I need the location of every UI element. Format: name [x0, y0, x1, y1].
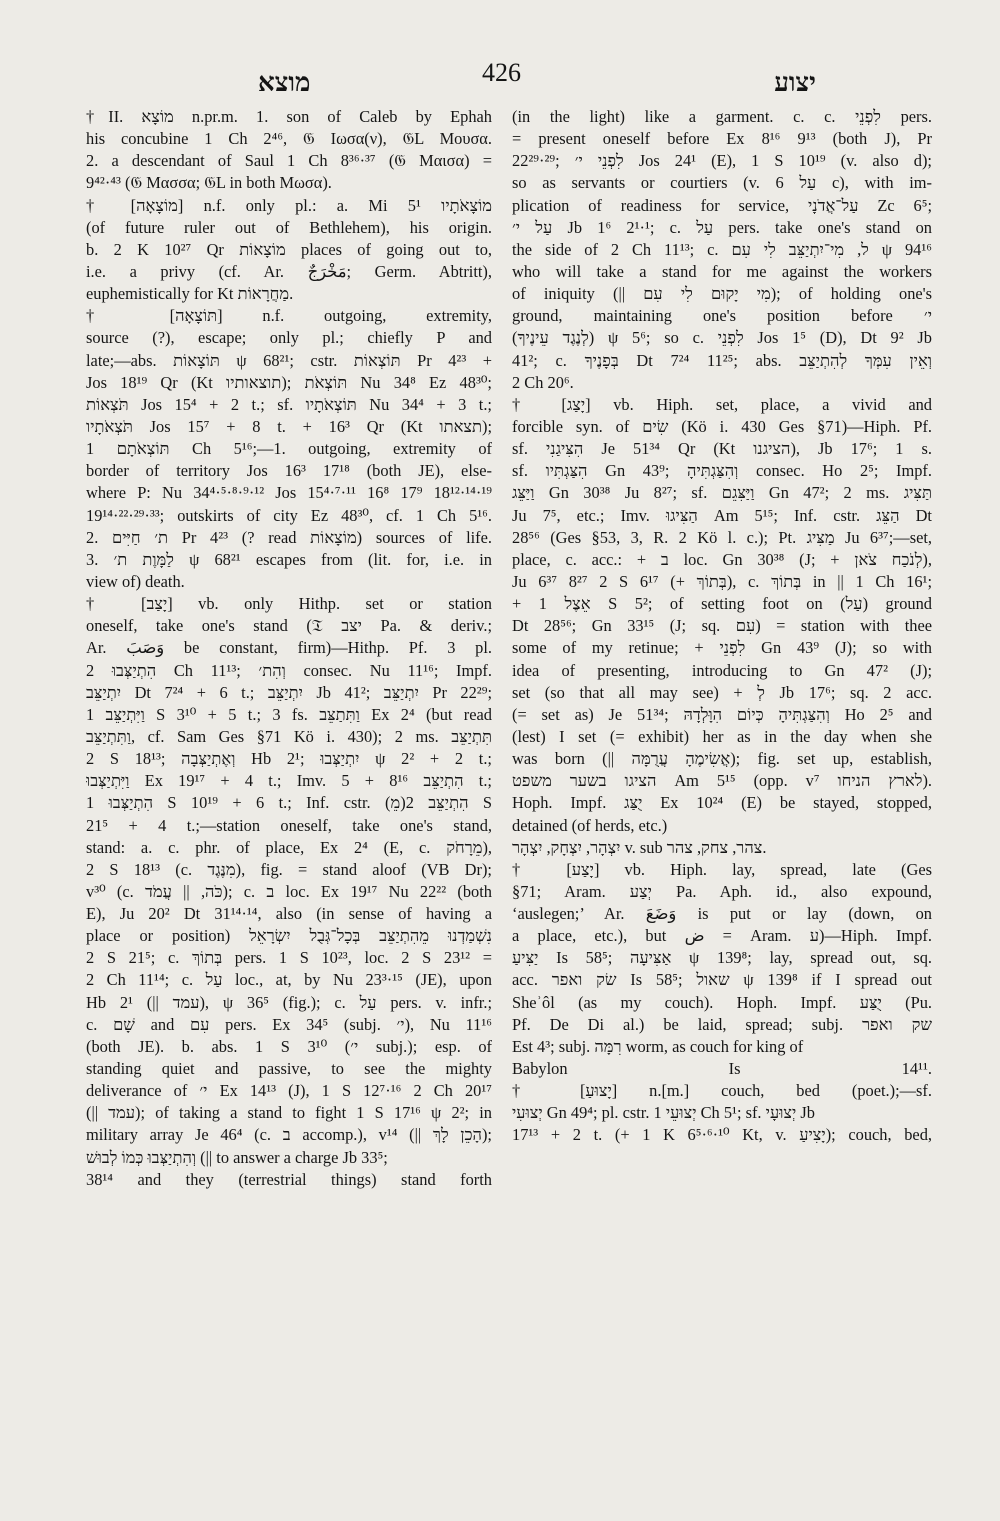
text-line: הִתְיַצְּבוּ 1 S 10¹⁹ + 6 t.; Inf. cstr. (מֵ)הִתְיַצֵּב 2 S: [86, 793, 492, 813]
text-line: sf. הִצִּיגַנִי Je 51³⁴ Qr (Kt הציגנו), Jb 17⁶; 1 s.: [512, 439, 932, 459]
text-line: † [יָצַב] vb. only Hithp. set or station: [86, 594, 492, 614]
text-line: his concubine 1 Ch 2⁴⁶, 𝔊 Ιωσα(ν), 𝔊L Μουσα.: [86, 129, 492, 149]
text-line: Babylon Is 14¹¹.: [512, 1059, 932, 1079]
right-column: [512, 106, 932, 1147]
text-line: Pf. De Di al.) be laid, spread; subj. שק ואפר: [512, 1014, 932, 1034]
text-line: source (?), escape; only pl.; chiefly P and: [86, 328, 492, 348]
text-line: וְהִתְיַצְּבוּ כְּמוֹ לְבוּשׁ (|| to answer a charge Jb 33⁵;: [86, 1147, 388, 1167]
text-line: 3. לַמָּוֶת ת׳ ψ 68²¹ escapes from (lit. for, i.e. in: [86, 549, 492, 569]
text-line: וַיַּצֵּג Gn 30³⁸ Ju 8²⁷; sf. וַיַּצִּגֵם Gn 47²; 2 ms. תַּצִּיג: [512, 483, 932, 503]
text-line: הציגו בשער משפט Am 5¹⁵ (opp. v⁷ לארץ הניחו).: [512, 771, 932, 791]
running-head: [86, 58, 926, 98]
text-line: †II. מוֹצָא n.pr.m. 1. son of Caleb by Ephah: [86, 107, 492, 126]
text-line: יְצוּעִי Gn 49⁴; pl. cstr. יְצוּעֵי 1 Ch 5¹; sf. יְצוּעָי Jb: [512, 1103, 815, 1123]
text-line: place, c. acc.: + ב loc. Gn 30³⁸ (J; + לְנֹכַח צֹאן),: [512, 549, 932, 569]
text-line: who will take a stand for me against the workers: [512, 261, 932, 281]
text-line: 19¹⁴·²²·²⁹·³³; outskirts of city Ez 48³⁰, cf. 1 Ch 5¹⁶.: [86, 505, 492, 525]
text-line: † [יָצוּעַ] n.[m.] couch, bed (poet.);—sf.: [512, 1081, 932, 1101]
text-line: תֹּצְאוֹת Jos 15⁴ + 2 t.; sf. תּוֹצְאֹתָיו Nu 34⁴ + 3 t.;: [86, 394, 492, 414]
text-line: 2 Ch 20⁶.: [512, 372, 574, 392]
text-line: הִתְיַצְּבוּ 2 Ch 11¹³; וְהִת׳ consec. Nu 11¹⁶; Impf.: [86, 660, 492, 680]
text-line: עַל י׳ Jb 1⁶ 2¹·¹; c. עַל pers. take one's stand on: [512, 217, 932, 237]
text-line: of iniquity (|| מִי יָקוּם לִי עִם); of holding one's: [512, 284, 932, 304]
text-line: ‘auslegen;’ Ar. وَضَعَ is put or lay (down, on: [512, 904, 932, 924]
text-line: stand: a. c. phr. of place, Ex 2⁴ (E, c. מֵרָחֹק),: [86, 837, 492, 857]
text-line: c. שָׁם and עִם pers. Ex 34⁵ (subj. י׳), Nu 11¹⁶: [86, 1014, 492, 1034]
text-line: † [יָצַג] vb. Hiph. set, place, a vivid and: [512, 394, 932, 414]
text-line: † [יָצַע] vb. Hiph. lay, spread, late (Ges: [512, 859, 932, 879]
text-line: detained (of herds, etc.): [512, 815, 668, 835]
text-line: where P: Nu 34⁴·⁵·⁸·⁹·¹² Jos 15⁴·⁷·¹¹ 16⁸ 17⁹ 18¹²·¹⁴·¹⁹: [86, 483, 492, 503]
text-line: v³⁰ (c. כֹּה, || עֲמֹד); c. ב loc. Ex 19¹⁷ Nu 22²² (both: [86, 881, 492, 901]
text-line: 17¹³ + 2 t. (+ 1 K 6⁵·⁶·¹⁰ Kt, v. יָצִיעַ); couch, bed,: [512, 1125, 932, 1145]
text-line: set (so that all may see) + לְ Jb 17⁶; sq. 2 acc.: [512, 682, 932, 702]
text-line: Jos 18¹⁹ Qr (Kt תוצאותיו); תּוֹצְאֹת Nu 34⁸ Ez 48³⁰;: [86, 372, 492, 392]
text-line: i.e. a privy (cf. Ar. مَخْرَجٌ; Germ. Abtritt),: [86, 261, 492, 281]
text-line: ground, maintaining one's position before י׳: [512, 306, 932, 326]
text-line: יִתְיַצֵּב Dt 7²⁴ + 6 t.; יִתְיַצֵּב Jb 41²; יִתְיַצֵּב Pr 22²⁹;: [86, 682, 492, 702]
text-line: §71; Aram. יְצַע Pa. Aph. id., also expound,: [512, 881, 932, 901]
text-line: וַיִּתְיַצְּבוּ Ex 19¹⁷ + 4 t.; Imv. הִתְיַצֵּב 8¹⁶ + 5 t.;: [86, 771, 492, 791]
text-line: 2. a descendant of Saul 1 Ch 8³⁶·³⁷ (𝔊 Μαισα) =: [86, 151, 492, 171]
text-line: forcible syn. of שִׂים (Kö i. 430 Ges §71)—Hiph. Pf.: [512, 416, 932, 436]
text-line: (both JE). b. abs. 1 S 3¹⁰ (י׳ subj.); esp. of: [86, 1036, 492, 1056]
text-line: the side of 2 Ch 11¹³; c. ל, מִי־יִתְיַצֵּב לִי עִם ψ 94¹⁶: [512, 239, 932, 259]
text-line: † [תּוֹצָאָה] n.f. outgoing, extremity,: [86, 306, 492, 326]
text-line: a place, etc.), but ض = Aram. ע)—Hiph. Impf.: [512, 926, 932, 946]
text-line: was born (|| אֲשִׂימֶהָ עֲרֻמָּה); fig. set up, establish,: [512, 749, 932, 769]
text-line: יַצִּיעַ Is 58⁵; אַצִּיעָה ψ 139⁸; lay, spread out, sq.: [512, 948, 932, 968]
text-line: plication of readiness for service, עַל־אֲדֹנָי Zc 6⁵;: [512, 195, 932, 215]
text-line: some of my retinue; + לִפְנֵי Gn 43⁹ (J); so with: [512, 638, 932, 658]
text-line: (of future ruler out of Bethlehem), his origin.: [86, 217, 492, 237]
text-line: 38¹⁴ and they (terrestrial things) stand forth: [86, 1169, 492, 1189]
text-line: יִצְהָר, יִצְחָק, יִצְהָר v. sub צהר, צחק, צהר.: [512, 837, 767, 857]
text-line: Sheʾôl (as my couch). Hoph. Impf. יֻצַּע (Pu.: [512, 992, 932, 1012]
text-line: + אֵצֶל 1 S 5²; of setting foot on (עַל) ground: [512, 594, 932, 614]
text-line: standing quiet and passive, to see the mighty: [86, 1059, 492, 1079]
text-line: Ju 6³⁷ 8²⁷ 2 S 6¹⁷ (+ בְּתוֹךְ), c. בְּתוֹךְ in || 1 Ch 16¹;: [512, 571, 932, 591]
text-line: 2 S 18¹³; וְאֶתְיַצְּבָה Hb 2¹; יִתְיַצְּבוּ ψ 2² + 2 t.;: [86, 749, 492, 769]
text-line: deliverance of י׳ Ex 14¹³ (J), 1 S 12⁷·¹⁶ 2 Ch 20¹⁷: [86, 1081, 492, 1101]
text-line: Ju 7⁵, etc.; Imv. הַצִּיגוּ Am 5¹⁵; Inf. cstr. הַצֵּג Dt: [512, 505, 932, 525]
text-line: b. 2 K 10²⁷ Qr מוֹצָאוֹת places of going out to,: [86, 239, 492, 259]
left-column: [86, 106, 492, 1191]
text-line: (|| עמד); of taking a stand to fight 1 S 17¹⁶ ψ 2²; in: [86, 1103, 492, 1123]
text-line: E), Ju 20² Dt 31¹⁴·¹⁴, also (in sense of having a: [86, 904, 492, 924]
text-line: (= set as) Je 51³⁴; וְהִצַּגְתִּיהָ כְּיוֹם הִוָּלְדָהּ Ho 2⁵ and: [512, 704, 932, 724]
running-head-left: מוצא: [258, 68, 311, 97]
text-line: וַתִּתְיַצֵּב, cf. Sam Ges §71 Kö i. 430); 2 ms. תִּתְיַצֵּב: [86, 726, 492, 746]
text-line: military array Je 46⁴ (c. ב accomp.), v¹⁴ (|| הָכֵן לָךְ);: [86, 1125, 492, 1145]
text-line: Ar. وَصَبَ be constant, firm)—Hithp. Pf. 3 pl.: [86, 638, 492, 658]
text-line: (in the light) like a garment. c. c. לִפְנֵי pers.: [512, 107, 932, 126]
running-head-right: יצוע: [774, 68, 816, 97]
text-line: † [מוֹצָאָה] n.f. only pl.: a. Mi 5¹ מוֹצָאֹתָיו: [86, 195, 492, 215]
text-line: acc. שׂק ואפר Is 58⁵; שאול ψ 139⁸ if I spread out: [512, 970, 932, 990]
text-line: 28⁵⁶ (Ges §53, 3, R. 2 Kö l. c.); Pt. מַצִּיג Ju 6³⁷;—set,: [512, 527, 932, 547]
text-line: view of) death.: [86, 571, 185, 591]
text-line: (lest) I set (= exhibit) her as in the day when she: [512, 726, 932, 746]
text-line: 2 S 21⁵; c. בְּתוֹךְ pers. 1 S 10²³, loc. 2 S 23¹² =: [86, 948, 492, 968]
text-line: 2 S 18¹³ (c. מִנֶּגֶד), fig. = stand aloof (VB Dr);: [86, 859, 492, 879]
text-line: Dt 28⁵⁶; Gn 33¹⁵ (J; sq. עִם) = station with thee: [512, 616, 932, 636]
text-line: וַיִּתְיַצֵּב 1 S 3¹⁰ + 5 t.; 3 fs. וַתִּתַצֵּב Ex 2⁴ (but read: [86, 704, 492, 724]
text-line: 2. ת׳ חַיִּים Pr 4²³ (? read מוֹצָאוֹת) sources of life.: [86, 527, 492, 547]
text-line: 9⁴²·⁴³ (𝔊 Μασσα; 𝔊L in both Μωσα).: [86, 173, 332, 193]
text-line: sf. הִצַּגְתִּיו Gn 43⁹; וְהִצַּגְתִּיהָ consec. Ho 2⁵; Impf.: [512, 461, 932, 481]
text-line: late;—abs. תּוֹצָאוֹת ψ 68²¹; cstr. תּוֹצְאוֹת Pr 4²³ +: [86, 350, 492, 370]
text-line: border of territory Jos 16³ 17¹⁸ (both JE), else-: [86, 461, 492, 481]
text-line: (לְנֶגֶד עֵינֶיךָ) ψ 5⁶; so c. לִפְנֵי Jos 1⁵ (D), Dt 9² Jb: [512, 328, 932, 348]
text-line: 41²; c. בְּפָנֶיךָ Dt 7²⁴ 11²⁵; abs. וְאֵין עִמְּךָ לְהִתְיַצֵּב: [512, 350, 932, 370]
text-line: Hb 2¹ (|| עמד), ψ 36⁵ (fig.); c. עַל pers. v. infr.;: [86, 992, 492, 1012]
text-line: תּוֹצְאֹתָם 1 Ch 5¹⁶;—1. outgoing, extremity of: [86, 439, 492, 459]
text-line: 2 Ch 11¹⁴; c. עַל loc., at, by Nu 23³·¹⁵ (JE), upon: [86, 970, 492, 990]
text-line: Est 4³; subj. רִמָּה worm, as couch for king of: [512, 1036, 804, 1056]
text-line: idea of presenting, introducing to Gn 47² (J);: [512, 660, 932, 680]
text-line: 21⁵ + 4 t.;—station oneself, take one's stand,: [86, 815, 492, 835]
text-line: oneself, take one's stand (𝔗 יצב Pa. & deriv.;: [86, 616, 492, 636]
text-line: תֹּצְאֹתָיו Jos 15⁷ + 8 t. + 16³ Qr (Kt תצאתו);: [86, 416, 492, 436]
text-line: place or position) נִשְׁמַדְנוּ מֵהִתְיַצֵּב בְּכָל־גְּבֻל יִשְׂרָאֵל: [86, 926, 492, 946]
text-line: euphemistically for Kt מַחֲרָאוֹת.: [86, 284, 294, 304]
text-line: Hoph. Impf. יֻצַּג Ex 10²⁴ (E) be stayed, stopped,: [512, 793, 932, 813]
page-number: 426: [482, 58, 521, 87]
text-line: 22²⁹·²⁹; לִפְנֵי י׳ Jos 24¹ (E), 1 S 10¹⁹ (v. also d);: [512, 151, 932, 171]
text-line: so as servants or courtiers (v. עַל 6 c), with im-: [512, 173, 932, 193]
text-line: = present oneself before Ex 8¹⁶ 9¹³ (both J), Pr: [512, 129, 932, 149]
